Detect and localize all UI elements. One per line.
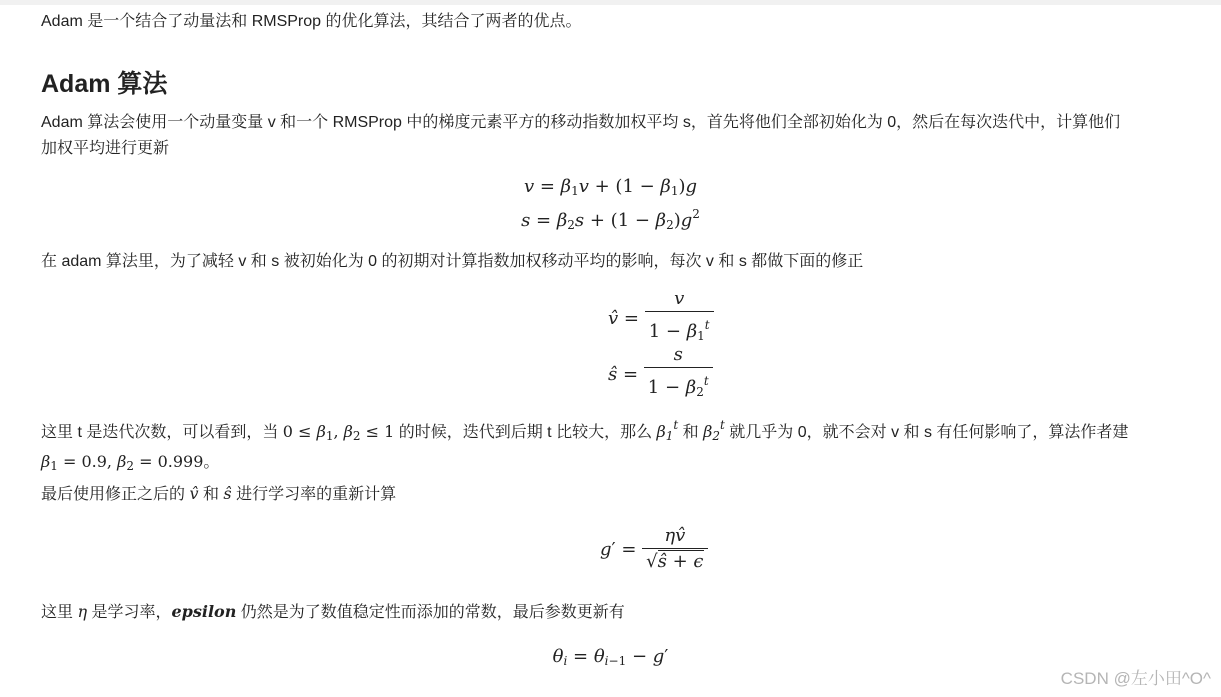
paragraph-line-2: 加权平均进行更新 <box>41 140 170 157</box>
equation-shat: ŝ = $\frac{s}{1 - \beta_2^t}$ <box>608 343 713 405</box>
math-inline-epsilon: epsilon <box>171 602 237 621</box>
paragraph-recompute: 最后使用修正之后的 v̂ 和 ŝ 进行学习率的重新计算 <box>41 484 397 503</box>
paragraph-learning-rate: 这里 η 是学习率，epsilon 仍然是为了数值稳定性而添加的常数，最后参数更新有 <box>41 602 625 621</box>
section-heading: Adam 算法 <box>41 70 168 98</box>
intro-paragraph: Adam 是一个结合了动量法和 RMSProp 的优化算法，其结合了两者的优点。 <box>41 13 582 30</box>
paragraph-description <box>41 110 1221 162</box>
math-inline-condition: $0 \le \beta_1$, $\beta_2 \le 1$ <box>282 422 395 443</box>
paragraph-line-1: 这里 t 是迭代次数，可以看到，当 $0 \le \beta_1$, $\beta_2 \le 1$ 的时候，迭代到后期 t 比较大，那么 $\beta_1^t$ 和 $\beta_2^t$ 就几乎为 0，就不会对 v 和 s 有任何影响了，算法作者建 <box>41 418 1129 443</box>
equation-theta-update: $\theta_i = \theta_{i-1} - g'$ <box>552 646 669 668</box>
paragraph-correction: 在 adam 算法里，为了减轻 v 和 s 被初始化为 0 的初期对计算指数加权移动平均的影响，每次 v 和 s 都做下面的修正 <box>41 253 864 270</box>
math-inline-shat: ŝ <box>223 484 232 503</box>
equation-rmsprop: $s = \beta_2s + (1 - \beta_2)g^2$ <box>521 207 700 232</box>
equation-vhat: v̂ = $\frac{v}{1 - \beta_1^t}$ <box>608 287 714 349</box>
equation-gprime: g′ = $\frac{\eta v̂}{√ŝ + \epsilon}$ <box>600 524 708 575</box>
math-inline-eta: η <box>77 602 88 621</box>
math-inline-beta1t: $\beta_1^t$ <box>656 418 679 443</box>
math-inline-vhat: v̂ <box>189 484 199 503</box>
paragraph-explanation <box>41 412 1221 479</box>
top-border <box>0 0 1221 5</box>
paragraph-line-1: Adam 算法会使用一个动量变量 v 和一个 RMSProp 中的梯度元素平方的移动指数加权平均 s，首先将他们全部初始化为 0，然后在每次迭代中，计算他们 <box>41 114 1121 131</box>
csdn-watermark: CSDN @左小田^O^ <box>1060 669 1211 688</box>
equation-momentum: $v = \beta_1v + (1 - \beta_1)g$ <box>523 176 698 198</box>
math-inline-beta2t: $\beta_2^t$ <box>703 418 725 443</box>
paragraph-line-2: $\beta_1 = 0.9$, $\beta_2 = 0.999$。 <box>41 452 220 473</box>
math-inline-recommended-values: $\beta_1 = 0.9$, $\beta_2 = 0.999$ <box>41 452 204 473</box>
